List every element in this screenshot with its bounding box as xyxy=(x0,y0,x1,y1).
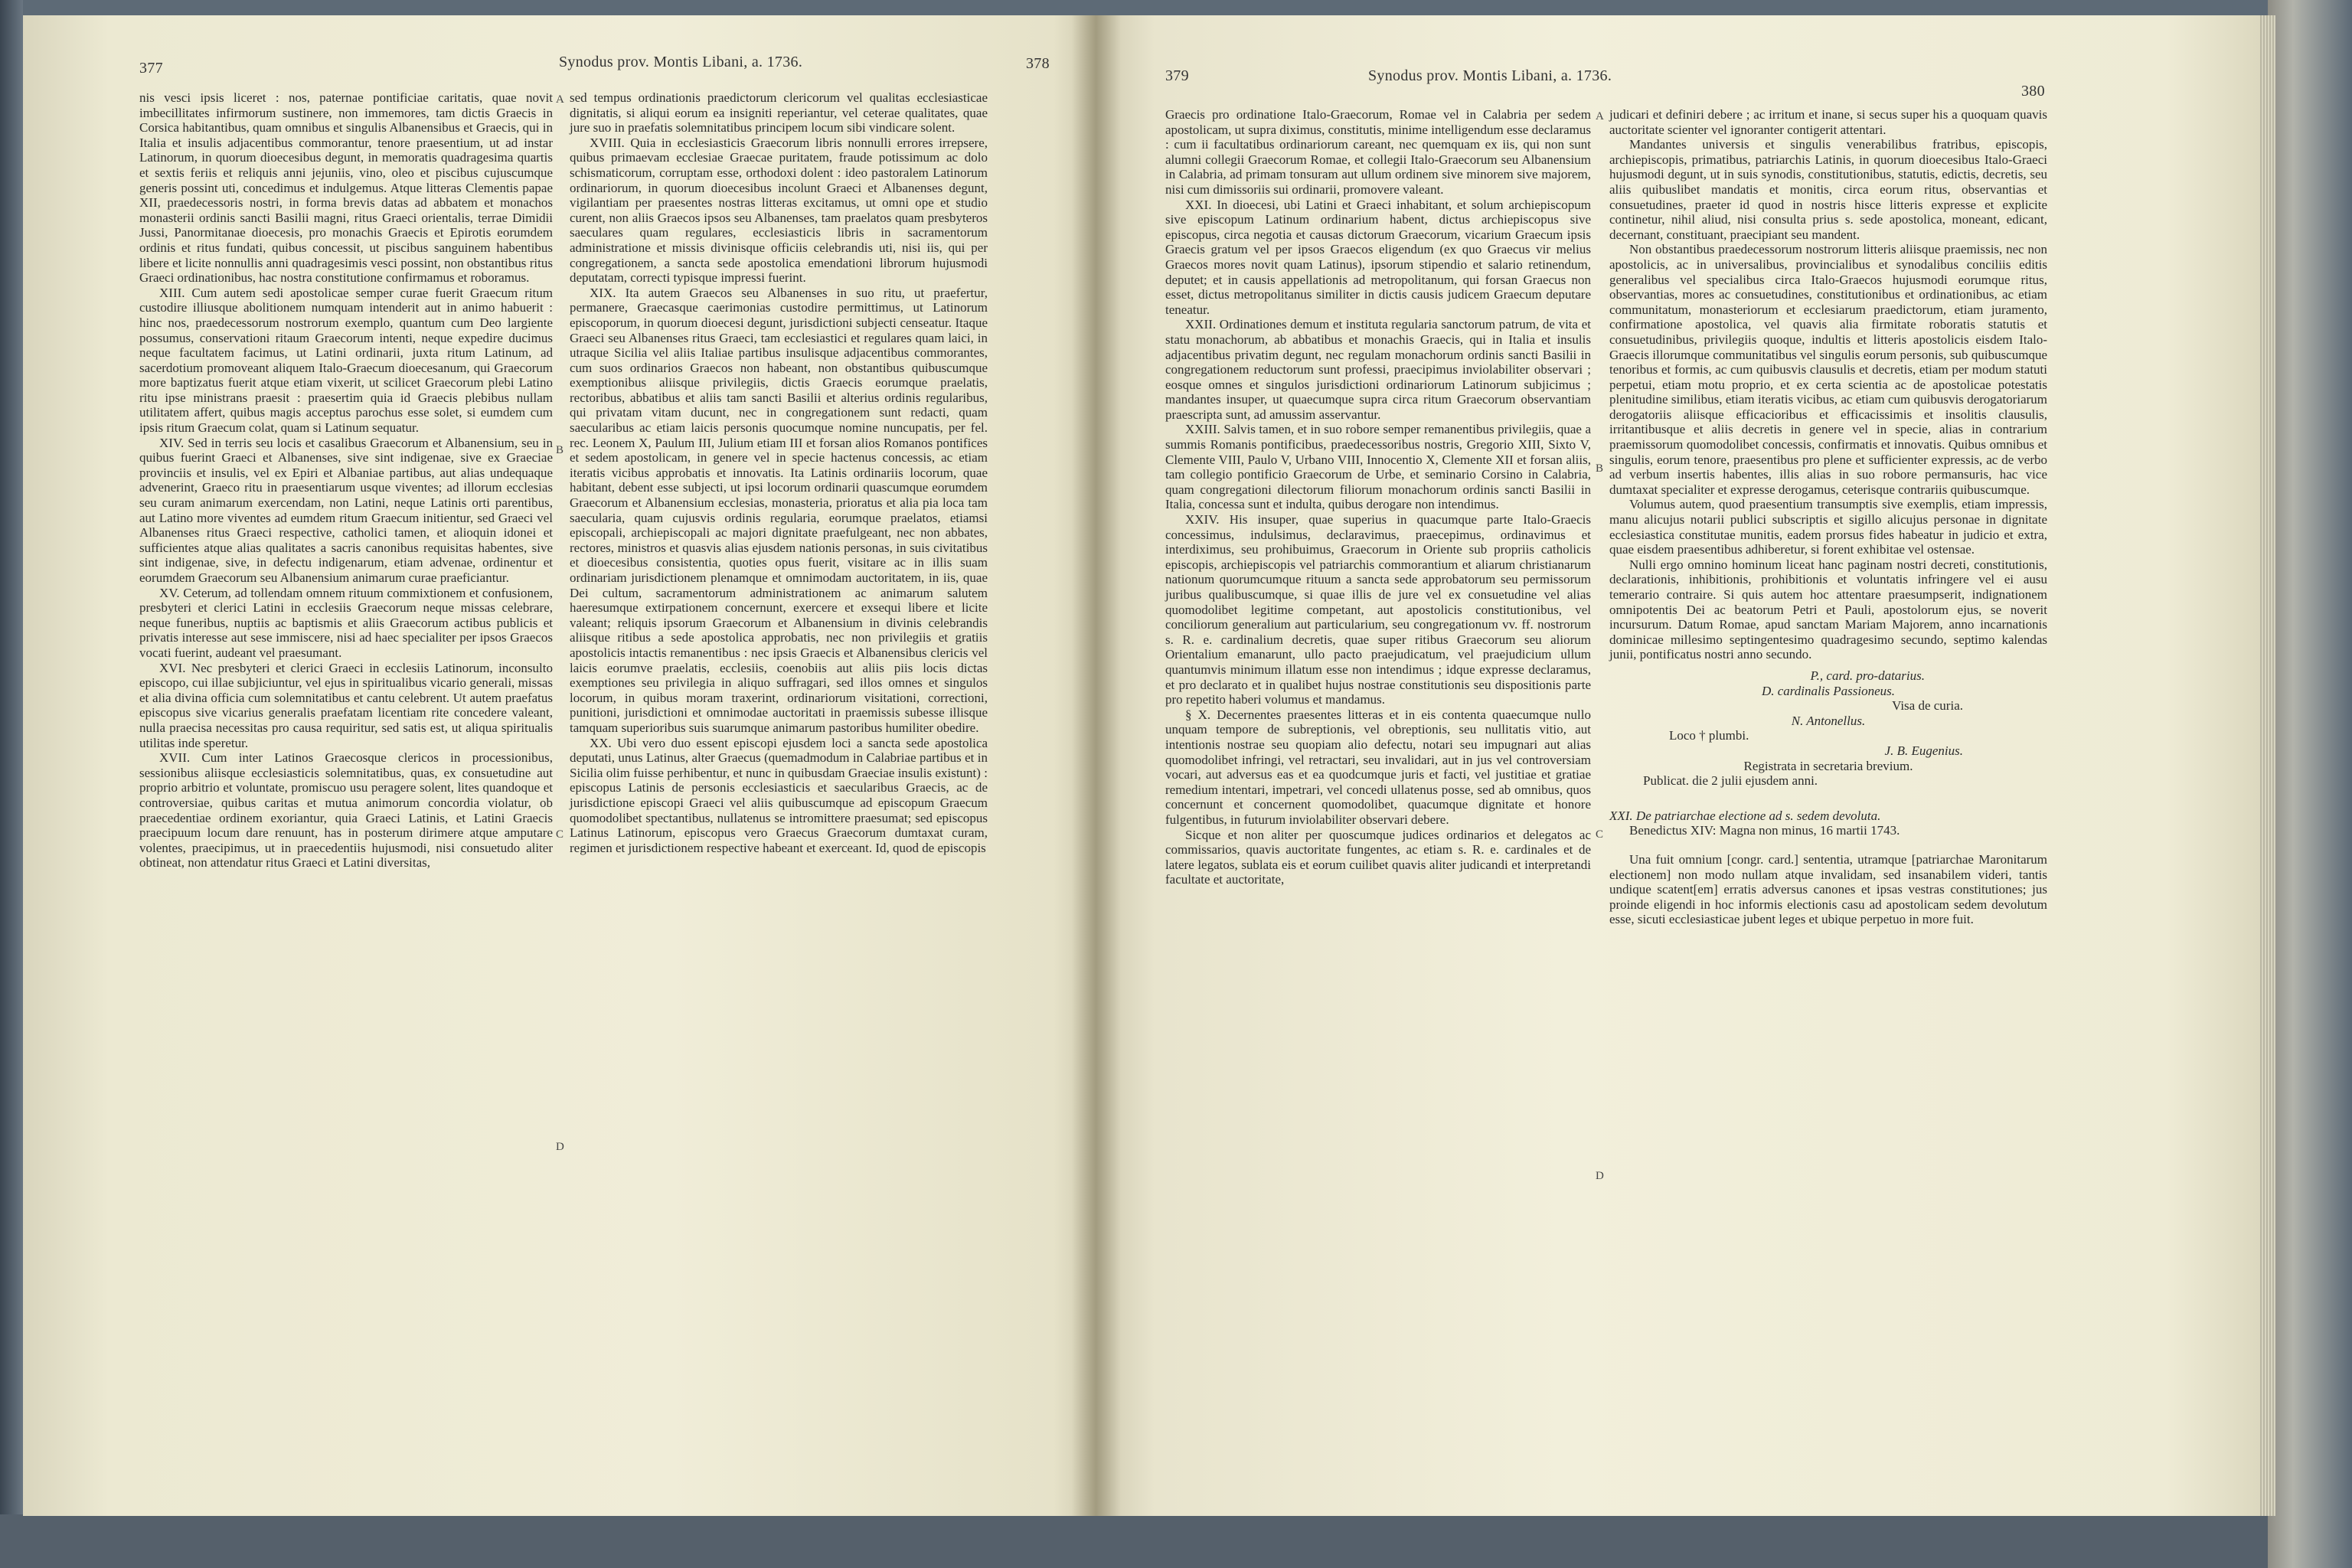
section-subheading: Benedictus XIV: Magna non minus, 16 martii 1743. xyxy=(1629,823,1900,838)
right-running-title: Synodus prov. Montis Libani, a. 1736. xyxy=(1368,67,1612,84)
paragraph: XXI. In dioecesi, ubi Latini et Graeci inhabitant, et solum archiepiscopum sive episcopum Latinum ordinarium habent, dictus archiepiscopus sive episcopus, circa negotia et causas dictorum Graecorum, vicarium Graecum ipsis Graecis gratum vel per ipsos Graecos eligendum (ex quo Graecus vir melius Graecos mores novit quam Latinus), ipsorum stipendio et salario retinendum, deputet; et in causis appellationis ad metropolitanum, qui forsan Graecus non esset, dictus metropolitanus similiter in dictis causis judicem Graecum deputare teneatur. xyxy=(1165,197,1591,317)
paragraph: Graecis pro ordinatione Italo-Graecorum, Romae vel in Calabria per sedem apostolicam, ut supra diximus, constitutis, minime intelligendum esse declaramus : cum ii facultatibus ordinariorum careant, nec quemquam ex iis, qui non sunt alumni collegii Graecorum Romae, et collegii Italo-Graecorum seu Albanensium in Calabria, ad primam tonsuram aut ullum ordinem sive minorem sive majorem, nisi cum dimissoriis sui ordinarii, promovere valeant. xyxy=(1165,107,1591,197)
column-378 xyxy=(570,90,988,855)
left-running-title: Synodus prov. Montis Libani, a. 1736. xyxy=(559,54,803,70)
margin-letter-d: D xyxy=(1596,1170,1604,1182)
paragraph: judicari et definiri debere ; ac irritum et inane, si secus super his a quoquam quavis auctoritate scienter vel ignoranter contigerit attentari. xyxy=(1609,107,2047,137)
margin-letter-d: D xyxy=(556,1141,564,1153)
paragraph: nis vesci ipsis liceret : nos, paternae pontificiae caritatis, quae novit imbecillitates infirmorum sustinere, non immemores, tam dictis Graecis in Corsica habitantibus, quam omnibus et singulis Albanensibus et Graecis, qui in Italia et insulis adjacentibus commorantur, tenore praesentium, ut ad instar Latinorum, in quorum dioecesibus degunt, in memoratis quadragesima quartis et sextis feriis et reliquis anni jejuniis, vino, oleo et piscibus cujuscumque generis possint uti, concedimus et indulgemus. Atque litteras Clementis papae XII, praedecessoris nostri, in forma brevis datas ad abbatem et monachos monasterii ordinis sancti Basilii magni, ritus Graeci orientalis, terrae Dimidii Jussi, Panormitanae dioecesis, pro monachis Graecis et Epirotis eorumdem ordinis et ritus fundati, quibus concessit, ut piscibus sanguinem habentibus libere et licite nonnullis anni quadragesimis vesci possint, non obstantibus ritus Graeci ordinationibus, hac nostra constitutione confirmamus et roboramus. xyxy=(139,90,553,286)
paragraph: XIII. Cum autem sedi apostolicae semper curae fuerit Graecum ritum custodire illiusque abolitionem numquam intenderit aut in animo habuerit : hinc nos, praedecessorum nostrorum exemplo, quantum cum Deo largiente possumus, conservationi ritaum Graecorum intenti, neque expedire ducimus neque facultatem facimus, ut Latini ordinarii, juxta ritum Latinum, ad sacerdotium promoveant aliquem Italo-Graecum dioecesanum, qui Graecorum more baptizatus fuerit atque etiam vixerit, ut scilicet Graecorum plebi Latino ritu ipse ministrans praesit : praesertim quia id Graecis plebibus nullam utilitatem affert, quibus magis acceptus parochus esse solet, si eumdem cum ipsis ritum Graecum colat, quam si Latinum sequatur. xyxy=(139,285,553,436)
book-edge-right xyxy=(2268,0,2352,1568)
margin-letter-b: B xyxy=(556,444,564,456)
paragraph: XV. Ceterum, ad tollendam omnem rituum commixtionem et confusionem, presbyteri et clerici Latini in ecclesiis Graecorum neque missas celebrare, neque funeribus, nuptiis ac baptismis et aliis Graecorum actibus publicis et privatis interesse aut sese immiscere, nisi ad haec specialiter per ipsos Graecos vocati fuerint, audeant vel praesumant. xyxy=(139,585,553,660)
book-gutter xyxy=(1072,15,1121,1516)
page-number-380: 380 xyxy=(2021,83,2045,100)
margin-letter-a: A xyxy=(556,93,564,106)
left-page xyxy=(23,15,1096,1516)
signature-prodatarius: P., card. pro-datarius. xyxy=(1810,668,1925,683)
paragraph: Una fuit omnium [congr. card.] sententia, utramque [patriarchae Maronitarum electionem] non modo nullam atque invalidam, sed insanabilem videri, tantis undique scatent[em] erratis adversus canones et ipsas vestras constitutiones; jus proinde eligendi in hoc informis electionis casu ad apostolicam sedem devolutum esse, sicuti ecclesiasticae jubent leges et ubique perpetuo in more fuit. xyxy=(1609,851,2047,927)
signature-antonellus: N. Antonellus. xyxy=(1791,713,1866,728)
paragraph: Non obstantibus praedecessorum nostrorum litteris aliisque praemissis, nec non apostolicis, ac in universalibus, provincialibus et synodalibus conciliis editis generalibus vel specialibus circa Italo-Graecos hujusmodi eorumque ritus, observantias, mores ac consuetudines, constitutionibus et ordinationibus, ac etiam communitatum, monasteriorum et ecclesiarum praedictorum, etiam juramento, confirmatione apostolica, vel quavis alia firmitate roboratis statutis et consuetudinibus, privilegiis quoque, indultis et litteris apostolicis eisdem Italo-Graecis illorumque communitatibus vel singulis eorum personis, sub quibuscumque tenoribus et formis, ac cum quibusvis clausulis et decretis, etiam per modum statuti perpetui, etiam motu proprio, et ex certa scientia ac de apostolicae potestatis plenitudine similibus, etiam iteratis vicibus, ac etiam cum quibusvis derogatoriarum derogatoriis aliisque efficacioribus et efficacissimis et insolitis clausulis, irritantibusque et aliis decretis in genere vel in specie, alias in contrarium praemissorum quomodolibet concessis, confirmatis et innovatis. Quibus omnibus et singulis, eorum tenore, praesentibus pro plene et sufficienter expressis, ac de verbo ad verbum insertis habentes, illis alias in suo robore permansuris, hac vice dumtaxat specialiter et expresse derogamus, ceterisque contrariis quibuscumque. xyxy=(1609,242,2047,497)
loco-plumbi: Loco † plumbi. xyxy=(1669,728,1749,743)
paragraph: XIX. Ita autem Graecos seu Albanenses in suo ritu, ut praefertur, permanere, Graecasque caerimonias custodire permittimus, ut Latinorum episcoporum, in quorum dioecesi degunt, jurisdictioni subjecti censeatur. Itaque Graeci seu Albanenses ritus Graeci, tam ecclesiastici et regulares quam laici, in utraque Sicilia vel aliis Italiae partibus insulisque adjacentibus commorantes, cum suos ordinarios Graecos non habeant, non obstantibus quibuscumque exemptionibus aliisque privilegiis, dictis Graecis eorumque praelatis, rectoribus, abbatibus et aliis tam sancti Basilii et alterius ordinis regularibus, qui privatam vitam ducunt, nec in congregationem sunt redacti, quam saecularibus ac etiam laicis personis quocumque nomine nuncupatis, per fel. rec. Leonem X, Paulum III, Julium etiam III et forsan alios Romanos pontifices et sedem apostolicam, in genere vel in specie hactenus concessis, ac etiam iteratis vicibus approbatis et innovatis. Ita Latinis ordinariis locorum, quae habitant, debent esse subjecti, ut ipsi locorum ordinarii quascumque eorumdem Graecorum et Albanensium ecclesias, monasteria, prioratus et alia pia loca tam saecularia, quam cujusvis ordinis regularia, eorumque praelatos, etiamsi episcopali, archiepiscopali ac majori dignitate praefulgeant, nec non abbates, rectores, ministros et quasvis alias ejusdem nationis personas, in suis civitatibus et dioecesibus consistentia, quoties opus fuerit, visitare ac in illis suam ordinariam jurisdictionem plenamque et omnimodam auctoritatem, in iis, quae Dei cultum, sacramentorum administrationem ac animarum salutem haeresumque extirpationem concernunt, exercere et exsequi libere et licite valeant; reliquis ipsorum Graecorum et Albanensium in divinis celebrandis aliisque ritibus a sede apostolica approbatis, nec non privilegiis et gratiis apostolicis intactis remanentibus : nec ipsis Graecis et Albanensibus clericis vel laicis eorumve praelatis, ecclesiis, coenobiis aut aliis piis locis dictas exemptiones seu privilegia in aliquo suffragari, sed illos omnes et singulos locorum, in quibus moram traxerint, ordinariorum visitationi, correctioni, punitioni, jurisdictioni et omnimodae auctoritati in praemissis subesse illisque tamquam superioribus suis suarumque animarum pastoribus humiliter obedire. xyxy=(570,285,988,735)
column-379 xyxy=(1165,107,1591,887)
book-edge-left xyxy=(0,0,23,1568)
publicat-note: Publicat. die 2 julii ejusdem anni. xyxy=(1643,773,1818,789)
margin-letter-c: C xyxy=(556,828,564,841)
paragraph: Sicque et non aliter per quoscumque judices ordinarios et delegatos ac commissarios, quavis auctoritate fungentes, ac etiam s. R. e. cardinales et de latere legatos, sublata eis et eorum cuilibet quavis aliter judicandi et interpretandi facultate et auctoritate, xyxy=(1165,827,1591,887)
scan-background-bottom xyxy=(0,1514,2352,1568)
margin-letter-b: B xyxy=(1596,462,1604,475)
paragraph: § X. Decernentes praesentes litteras et in eis contenta quaecumque nullo unquam tempore de subreptionis, vel obreptionis, seu nullitatis vitio, aut intentionis nostrae seu quopiam alio defectu, notari seu impugnari aut alias quomodolibet infringi, vel retractari, seu invalidari, aut in jus vel controversiam vocari, aut adversus eas et ea quodcumque juris et facti, vel justitiae et gratiae remedium intentari, impetrari, vel concedi ullatenus posse, sed ab omnibus, quos concernunt et concernent quomodolibet, quacumque dignitate et honore fulgentibus, in futurum inviolabiliter observari debere. xyxy=(1165,707,1591,827)
page-number-378: 378 xyxy=(1026,55,1050,72)
signature-eugenius: J. B. Eugenius. xyxy=(1884,743,1963,758)
paragraph: XX. Ubi vero duo essent episcopi ejusdem loci a sancta sede apostolica deputati, unus Latinus, alter Graecus (quemadmodum in Calabriae partibus et in Sicilia olim fuisse perhibentur, et nunc in quibusdam Graeciae insulis existunt) : episcopus Latinis de personis ecclesiasticis et saecularibus Graecis, ac de jurisdictione episcopi Graeci vel aliis quibuscumque ad episcopum Graecum quomodolibet spectantibus, nullatenus se intromittere praesumat; sed episcopus Latinus Latinorum, episcopus vero Graecus Graecorum dumtaxat curam, regimen et jurisdictionem respective habeant et exerceant. Id, quod de episcopis xyxy=(570,735,988,855)
page-number-377: 377 xyxy=(139,60,163,77)
paragraph: Mandantes universis et singulis venerabilibus fratribus, episcopis, archiepiscopis, primatibus, patriarchis Latinis, in quorum dioecesibus Italo-Graeci hujusmodi degunt, ut in suis synodis, constitutionibus, statutis, edictis, decretis, seu aliis quibuslibet mandatis et monitis, circa eorum ritus, observantias et consuetudines, praeter id quod in nostris hisce litteris expresse et explicite continetur, nihil aliud, nisi consulta prius s. sede apostolica, moneant, edicant, decernant, constituant, praecipiant seu mandent. xyxy=(1609,137,2047,242)
paragraph: XVII. Cum inter Latinos Graecosque clericos in processionibus, sessionibus aliisque ecclesiasticis solemnitatibus, quas, ex consuetudine aut proprio arbitrio et voluntate, promiscuo usu peragere solent, lites quandoque et controversiae, quibus caritas et mutua animorum concordia violatur, ob praecedentiae ordinem exoriantur, quia Graeci Latinis, et Latini Graecis praecipuum locum dare renuunt, has in posterum dirimere atque amputare volentes, praecipimus, ut in praecedentiis hujusmodi, nisi consuetudo aliter obtineat, non attendatur ritus Graeci et Latini diversitas, xyxy=(139,750,553,871)
paragraph: XXIII. Salvis tamen, et in suo robore semper remanentibus privilegiis, quae a summis Romanis pontificibus, praedecessoribus nostris, Gregorio XIII, Sixto V, Clemente VIII, Paulo V, Urbano VIII, Innocentio X, Clemente XII et forsan aliis, tam collegio pontificio Graecorum de Urbe, et seminario Corsino in Calabria, quam congregationi dilectorum filiorum monachorum ordinis sancti Basilii in Italia, concessa sunt et indulta, quibus derogare non intendimus. xyxy=(1165,422,1591,512)
registrata-note: Registrata in secretaria brevium. xyxy=(1743,758,1913,773)
paragraph: XIV. Sed in terris seu locis et casalibus Graecorum et Albanensium, seu in quibus fuerint Graeci et Albanenses, sive sint indigenae, sive ex Graeciae provinciis et insulis, vel ex Epiri et Albaniae partibus, aut alias undequaque advenerint, Graeco ritu in praesentiarum usque viventes; ad illorum ecclesias seu curam animarum exercendam, non Latini, neque Latinis orti parentibus, aut Latino more viventes ad eumdem ritum Graecum initientur, sed Graeci vel Albanenses ritus Graeci respective, catholici tamen, et alioquin idonei et sufficientes atque alias qualitates a sacris canonibus requisitas habentes, sive sint indigenae, sive, in defectu indigenarum, etiam advenae, ordinentur et eorumdem Graecorum seu Albanensium animarum curae praeficiantur. xyxy=(139,435,553,585)
paragraph: XXIV. His insuper, quae superius in quacumque parte Italo-Graecis concessimus, indulsimus, declaravimus, praecepimus, ordinavimus et interdiximus, seu prohibuimus, Graecorum in Oriente sub propriis catholicis episcopis, archiepiscopis vel patriarchis commorantium et aliarum christianarum nationum quorumcumque rituum a sancta sede approbatorum seu permissorum juribus qualibuscumque, si quae illis de jure vel ex consuetudine vel alias quomodolibet legitime competant, aut apostolicis constitutionibus, vel conciliorum generalium aut particularium, seu congregationum vv. ff. nostrorum s. R. e. cardinalium decretis, quae super ritibus Graecorum seu aliorum Orientalium emanarunt, ullo pacto praejudicatum, vel praejudicium ullum quantumvis minimum illatum esse non intendimus ; idque expresse declaramus, et pro declarato et in qualibet hujus nostrae constitutionis seu dispositionis parte pro repetito haberi volumus et mandamus. xyxy=(1165,512,1591,707)
paragraph: sed tempus ordinationis praedictorum clericorum vel qualitas ecclesiasticae dignitatis, si aliqui eorum ea insigniti reperiantur, vel ceterae qualitates, quae jure suo in praefatis solemnitatibus principem locum sibi vindicare solent. xyxy=(570,90,988,136)
column-380 xyxy=(1609,107,2047,927)
paragraph: XVIII. Quia in ecclesiasticis Graecorum libris nonnulli errores irrepsere, quibus primaevam ecclesiae Graecae puritatem, fraude potissimum ac dolo schismaticorum, corruptam esse, orthodoxi dolent : ideo pastoralem Latinorum ordinariorum, in quorum dioecesibus incolunt Graeci et Albanenses degunt, vigilantiam per praesentes nostras litteras excitamus, ut omni ope et studio curent, non aliis Graecos ipsos seu Albanenses, tam praelatos quam presbyteros saeculares quam regulares, ecclesiasticis libris in sacramentorum administratione et missis divinisque officiis celebrandis uti, nisi iis, qui per congregationem, a sancta sede apostolica emendationi librorum hujusmodi deputatam, correcti typisque impressi fuerint. xyxy=(570,135,988,286)
margin-letter-a: A xyxy=(1596,110,1604,122)
paragraph: Nulli ergo omnino hominum liceat hanc paginam nostri decreti, constitutionis, declarationis, inhibitionis, prohibitionis et voluntatis infringere vel ei ausu temerario contraire. Si quis autem hoc attentare praesumpserit, indignationem omnipotentis Dei ac beatorum Petri et Pauli, apostolorum ejus, se noverit incursurum. Datum Romae, apud sanctam Mariam Majorem, anno incarnationis dominicae millesimo septingentesimo quadragesimo secundo, septimo kalendas junii, pontificatus nostri anno secundo. xyxy=(1609,557,2047,662)
paragraph: XVI. Nec presbyteri et clerici Graeci in ecclesiis Latinorum, inconsulto episcopo, cui illae subjiciuntur, vel ejus in spiritualibus vicario generali, missas et alia divina officia cum solemnitatibus et cantu celebrent. Ut autem praefatus episcopus sive vicarius generalis praefatam licentiam rite concedere valeant, nulla praecisa necessitas pro causa requiritur, sed satis est, ut aliqua spiritualis utilitas inde speretur. xyxy=(139,660,553,750)
page-stack-edge xyxy=(2260,15,2275,1516)
page-number-379: 379 xyxy=(1165,67,1189,84)
column-377 xyxy=(139,90,553,871)
right-page xyxy=(1096,15,2260,1516)
paragraph: XXII. Ordinationes demum et instituta regularia sanctorum patrum, de vita et statu monachorum, ab abbatibus et monachis Graecis, qui in Italia et insulis adjacentibus privatim degunt, nec regulam monachorum ordinis sancti Basilii in congregationem reductorum sunt professi, praecipimus inviolabiliter observari ; eosque omnes et singulos jurisdictioni ordinariorum Latinorum subjicimus ; mandantes insuper, ut quaecumque supra circa ritum Graecorum observantiam praescripta sunt, ad amussim asservantur. xyxy=(1165,317,1591,422)
signature-passioneus: D. cardinalis Passioneus. xyxy=(1761,683,1896,698)
section-heading: XXI. De patriarchae electione ad s. sedem devoluta. xyxy=(1609,808,1881,823)
visa-de-curia: Visa de curia. xyxy=(1892,698,1963,714)
paragraph: Volumus autem, quod praesentium transumptis sive exemplis, etiam impressis, manu alicujus notarii publici subscriptis et sigillo alicujus personae in dignitate ecclesiastica constitutae munitis, eadem prorsus fides habeatur in judicio et extra, quae eisdem praesentibus adhiberetur, si forent exhibitae vel ostensae. xyxy=(1609,497,2047,557)
margin-letter-c: C xyxy=(1596,828,1604,841)
